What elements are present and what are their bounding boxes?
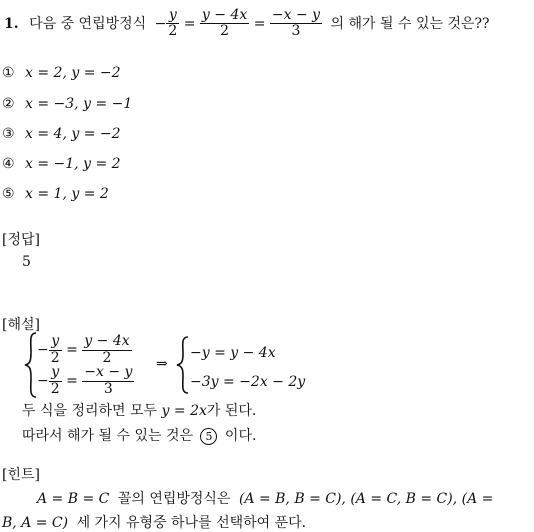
solution-sys1-row2: − $\frac{y}{2}$ = $\frac{-x - y}{3}$ (37, 364, 133, 397)
option-marker: ⑤ (2, 186, 15, 202)
left-brace-system-2 (176, 336, 190, 394)
question-line (4, 8, 490, 38)
option-marker: ④ (2, 156, 15, 172)
question-text-after: 의 해가 될 수 있는 것은?? (330, 15, 490, 32)
option-3[interactable] (2, 126, 121, 142)
left-brace-system-1 (24, 332, 38, 398)
solution-sys2-row2: −3y = −2x − 2y (190, 374, 306, 390)
option-marker: ② (2, 96, 15, 112)
question-text-before: 다음 중 연립방정식 (29, 15, 147, 32)
solution-sys1-row1: − $\frac{y}{2}$ = $\frac{y - 4x}{2}$ (37, 333, 130, 366)
option-marker: ① (2, 65, 15, 81)
hint-label: [힌트] (2, 467, 40, 483)
implies-arrow: ⇒ (156, 356, 168, 372)
option-text: x = 2, y = −2 (25, 65, 121, 81)
solution-line-2: 따라서 해가 될 수 있는 것은 5 이다. (22, 428, 257, 444)
solution-line-1: 두 식을 정리하면 모두 y = 2x가 된다. (22, 403, 257, 419)
answer-label: [정답] (2, 232, 40, 248)
hint-line-2: B, A = C) 세 가지 유형중 하나를 선택하여 푼다. (2, 515, 307, 531)
circled-answer-marker: 5 (200, 428, 217, 445)
option-text: x = 4, y = −2 (25, 126, 121, 142)
option-1[interactable] (2, 65, 121, 81)
option-2[interactable] (2, 96, 132, 112)
option-text: x = −1, y = 2 (25, 156, 121, 172)
option-text: x = −3, y = −1 (25, 96, 133, 112)
answer-value: 5 (22, 254, 31, 270)
solution-label: [해설] (2, 317, 40, 333)
frac-1: $\frac{y}{2}$ (168, 7, 178, 40)
option-marker: ③ (2, 126, 15, 142)
solution-sys2-row1: −y = y − 4x (190, 345, 276, 361)
hint-line-1: A = B = C 꼴의 연립방정식은 (A = B, B = C), (A = C, B = C), (A = (37, 491, 494, 507)
question-number: 1. (4, 15, 19, 32)
frac-2: $\frac{y - 4x}{2}$ (201, 7, 248, 40)
question-equation: − $\frac{y}{2}$ = $\frac{y - 4x}{2}$ = $\frac{-x - y}{3}$ (154, 7, 321, 40)
frac-3: $\frac{-x - y}{3}$ (271, 7, 321, 40)
option-5[interactable] (2, 186, 109, 202)
option-text: x = 1, y = 2 (25, 186, 109, 202)
option-4[interactable] (2, 156, 121, 172)
